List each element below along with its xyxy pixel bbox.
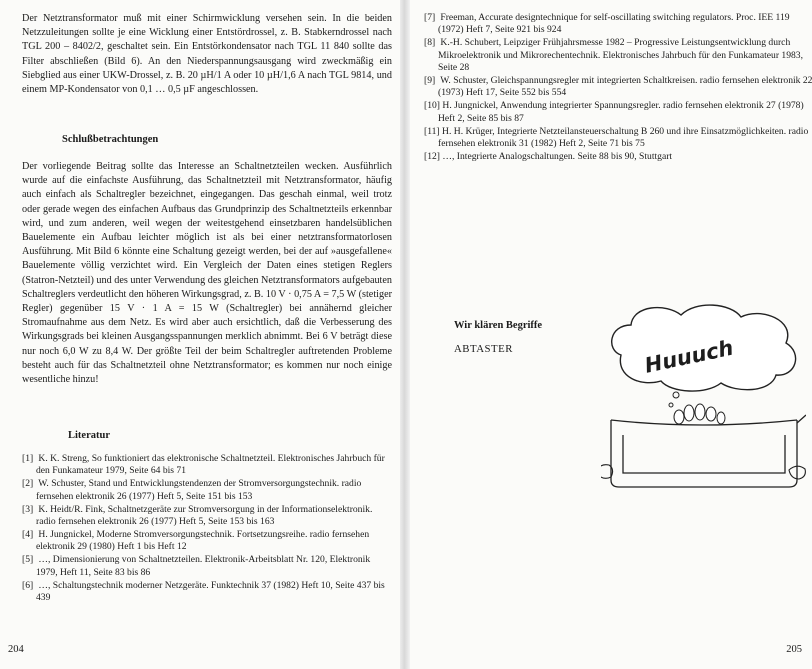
- left-page: [0, 0, 404, 669]
- reference-text: W. Schuster, Gleichspannungsregler mit integrierten Schaltkreisen. radio fernsehen elektronik 22 (1973) Heft 17, Seite 552 bis 554: [438, 75, 812, 99]
- toes-icon: [674, 404, 725, 424]
- reference-number: [8]: [424, 37, 436, 49]
- reference-text: K. Heidt/R. Fink, Schaltnetzgeräte zur Stromversorgung in der Informationselektronik. radio fernsehen elektronik 26 (1977) Heft 5, Seite 153 bis 163: [36, 503, 373, 528]
- reference-item: [424, 151, 812, 163]
- reference-text: Freeman, Accurate designtechnique for self-oscillating switching regulators. Proc. IEE 119 (1972) Heft 7, Seite 921 bis 924: [438, 12, 790, 36]
- closing-paragraph: Der vorliegende Beitrag sollte das Interesse an Schaltnetzteilen wecken. Ausführlich wurde auf die einfachste Ausführung, das Schaltnetzteil mit Netztransformator, häufig auch einfach als Schaltregler bezeichnet, eingegangen. Das geschah einmal, weil trotz oder gerade wegen des einfachen Aufbaus das Grundprinzip des Schaltnetzteils erkennbar wird, und zum anderen, weil wegen der weitestgehend einsetzbaren handelsüblichen Bauelemente ein Aufbau leichter möglich ist als bei einer netztransformatorlosen Ausführung. Mit Bild 6 könnte eine Schaltung gezeigt werden, bei der auf »ausgefallene« Bauelemente völlig verzichtet wird. Ein Vergleich der Daten eines stetigen Reglers (Statron-Netzteil) und des unter Verwendung des gleichen Netztransformators aufgebauten Schaltreglers verdeutlicht den höheren Wirkungsgrad, z. B. 10 V · 0,75 A = 7,5 W (stetiger Regler) gegenüber 15 V · 1 A = 15 W (Schaltregler) bei annähernd gleicher Stromaufnahme aus dem Netz. Es wird aber auch ersichtlich, daß die Verbesserung des Wirkungsgrads bei kleinen Ausgangsspannungen merklich abnimmt. Bei 6 V beträgt diese nur noch 6,0 W zu 8,4 W. Der größte Teil der beim Schaltregler auftretenden Probleme besteht auch für das Schaltnetzteil ohne Netztransformator; es kommen nur noch einige wesentliche hinzu!: [22, 161, 392, 386]
- cartoon-illustration: [601, 295, 806, 495]
- reference-item: [22, 529, 392, 554]
- reference-item: [424, 75, 812, 100]
- reference-text: W. Schuster, Stand und Entwicklungstendenzen der Stromversorgungstechnik. radio fernsehen elektronik 26 (1977) Heft 5, Seite 151 bis 153: [36, 478, 362, 502]
- reference-number: [4]: [22, 528, 34, 540]
- reference-number: [12]: [424, 150, 440, 162]
- reference-text: K. K. Streng, So funktioniert das elektronische Schaltnetzteil. Elektronisches Jahrbuch für den Funkamateur 1979, Seite 64 bis 71: [36, 453, 385, 477]
- page-number-right: 205: [786, 644, 802, 655]
- bubble-dot: [669, 403, 673, 407]
- reference-text: …, Integrierte Analogschaltungen. Seite 88 bis 90, Stuttgart: [442, 150, 673, 162]
- intro-paragraph: Der Netztransformator muß mit einer Schirmwicklung versehen sein. In die beiden Netzzuleitungen sollte je eine Wicklung einer Entstördrossel, z. B. Stabkerndrossel nach TGL 200 – 8402/2, geschaltet sein. Ein Entstörkondensator nach TGL 11 840 sollte das Filter abschließen (Bild 6). An den Niederspannungsausgang wird zweckmäßig ein Siebglied aus einer UKW-Drossel, z. B. 20 µH/1 A oder 10 µH/1,6 A nach TGL 9814, und einem MP-Kondensator von 0,1 … 0,5 µF angeschlossen.: [22, 13, 392, 96]
- cartoon-exclamation: Huuuch: [642, 335, 736, 378]
- reference-number: [6]: [22, 579, 34, 591]
- glossary-box-title: Wir klären Begriffe: [454, 320, 543, 331]
- reference-text: H. Jungnickel, Anwendung integrierter Spannungsregler. radio fernsehen elektronik 27 (1978) Heft 2, Seite 85 bis 87: [438, 100, 804, 124]
- reference-item: [22, 580, 392, 605]
- reference-list-left: [22, 453, 392, 605]
- reference-item: [22, 504, 392, 529]
- reference-text: K.-H. Schubert, Leipziger Frühjahrsmesse 1982 – Progressive Leistungsentwicklung durch Mikroelektronik und Mikrorechentechnik. Elektronisches Jahrbuch für den Funkamateur 1983, Seite 28: [438, 37, 803, 74]
- reference-list-right: [424, 12, 812, 164]
- reference-number: [2]: [22, 478, 34, 490]
- reference-text: …, Dimensionierung von Schaltnetzteilen. Elektronik-Arbeitsblatt Nr. 120, Elektronik 1979, Heft 11, Seite 83 bis 86: [36, 554, 371, 578]
- reference-item: [424, 37, 812, 74]
- reference-number: [9]: [424, 75, 436, 87]
- reference-item: [424, 12, 812, 37]
- reference-text: …, Schaltungstechnik moderner Netzgeräte. Funktechnik 37 (1982) Heft 10, Seite 437 bis 439: [36, 579, 385, 603]
- reference-number: [7]: [424, 12, 436, 23]
- reference-item: [22, 554, 392, 579]
- literature-heading: Literatur: [68, 430, 110, 441]
- glossary-term: ABTASTER: [454, 343, 513, 355]
- bubble-dot: [673, 392, 679, 398]
- bathtub-icon: [611, 415, 806, 487]
- page-number-left: 204: [8, 644, 24, 655]
- reference-text: H. H. Krüger, Integrierte Netzteilansteuerschaltung B 260 und ihre Einsatzmöglichkeiten. radio fernsehen elektronik 31 (1982) Heft 2, Seite 71 bis 75: [438, 125, 809, 150]
- reference-number: [5]: [22, 554, 34, 566]
- reference-number: [3]: [22, 503, 34, 515]
- reference-item: [22, 453, 392, 478]
- feet-icon: [601, 465, 805, 479]
- reference-item: [424, 126, 812, 151]
- reference-item: [424, 100, 812, 125]
- reference-number: [10]: [424, 100, 440, 112]
- right-page: [406, 0, 812, 669]
- reference-number: [11]: [424, 125, 440, 137]
- reference-text: H. Jungnickel, Moderne Stromversorgungstechnik. Fortsetzungsreihe. radio fernsehen elektronik 29 (1980) Heft 1 bis Heft 12: [36, 528, 370, 553]
- reference-number: [1]: [22, 453, 34, 464]
- section-heading: Schlußbetrachtungen: [62, 134, 159, 145]
- reference-item: [22, 478, 392, 503]
